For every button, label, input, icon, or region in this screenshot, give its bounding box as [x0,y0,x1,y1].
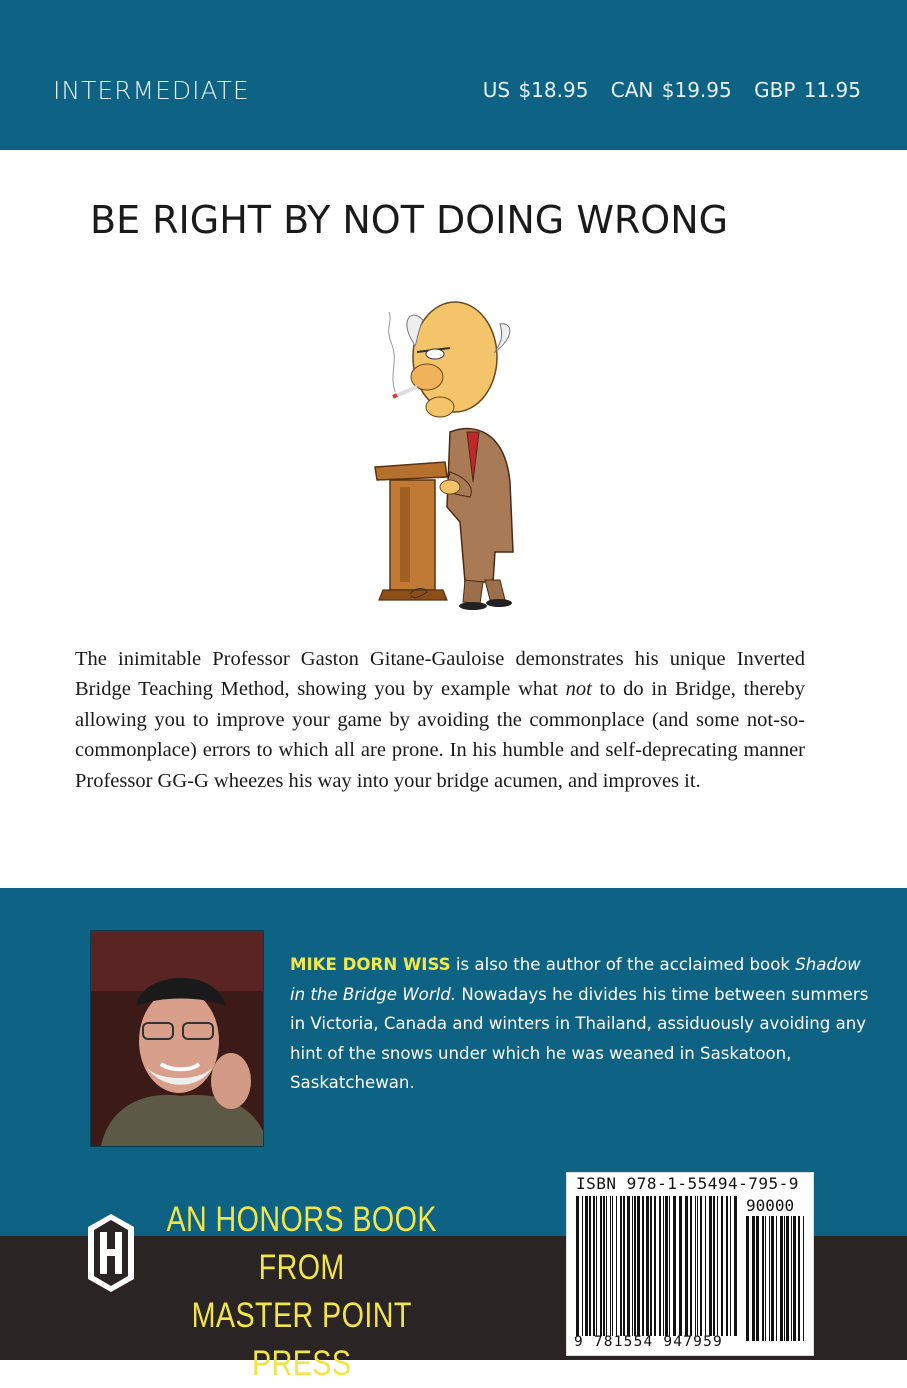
author-bio [290,950,870,1098]
publisher-imprint [150,1196,453,1388]
book-description [75,644,805,796]
addon-barcode [746,1216,804,1341]
author-name: MIKE DORN WISS [290,955,451,974]
level-label: INTERMEDIATE [53,76,250,105]
imprint-line-2: MASTER POINT PRESS [191,1296,412,1383]
price-gbp: GBP 11.95 [754,78,861,102]
book-headline: BE RIGHT BY NOT DOING WRONG [90,198,729,242]
price-list [469,78,861,102]
honors-h-logo-icon [88,1214,134,1292]
ean-digits: 9 781554 947959 [574,1334,723,1350]
professor-cartoon-illustration [355,282,525,617]
header-band [0,0,907,150]
isbn-label: ISBN 978-1-55494-795-9 [576,1174,799,1193]
price-us: US $18.95 [482,78,589,102]
ean-barcode [576,1196,738,1336]
price-can: CAN $19.95 [610,78,732,102]
previous-book-title: Shadow in the Bridge World. [290,955,861,1004]
author-photo [90,930,264,1147]
price-code-label: 90000 [746,1196,795,1215]
description-text-2: to do in Bridge, thereby allowing you to improve your game by avoiding the commonplace (and some not-so-commonplace) errors to which all are prone. In his humble and self-deprecating manner Professor GG-G wheezes his way into your bridge acumen, and improves it. [75,678,806,792]
description-text-1: The inimitable Professor Gaston Gitane-Gauloise demonstrates his unique Inverted Bridge Teaching Method, showing you by example what [75,648,805,701]
bio-text-2: Nowadays he divides his time between summers in Victoria, Canada and winters in Thailand, assiduously avoiding any hint of the snows under which he was weaned in Saskatoon, Saskatchewan. [290,984,869,1092]
bio-text-1: is also the author of the acclaimed book [450,955,796,974]
imprint-line-1: AN HONORS BOOK FROM [166,1200,437,1287]
description-emphasis: not [565,678,592,701]
